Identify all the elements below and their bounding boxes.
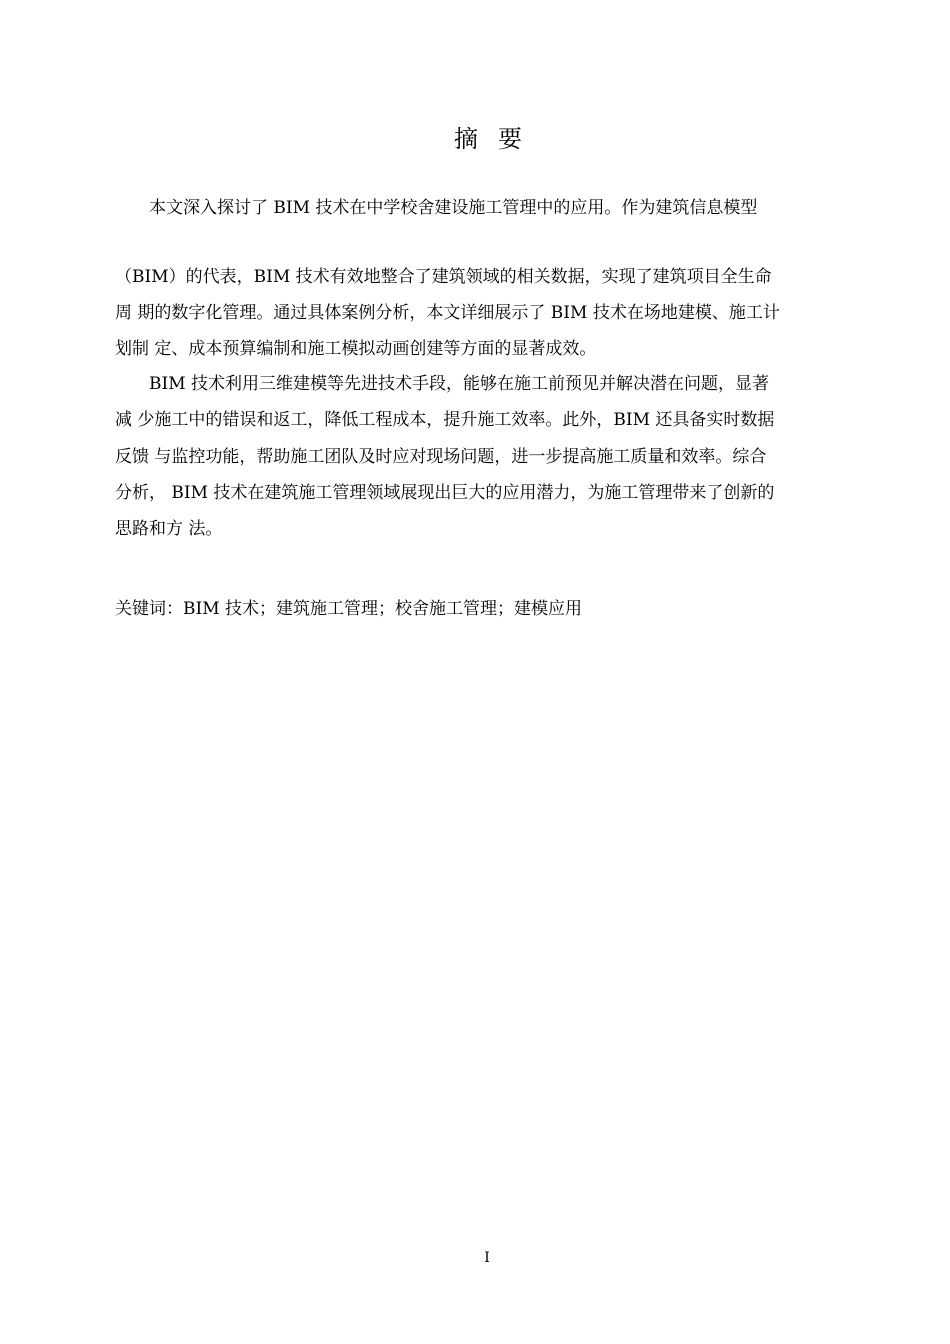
paragraph-line: 思路和方 法。: [115, 519, 223, 539]
title-char-1: 摘: [454, 125, 478, 153]
paragraph-line: 本文深入探讨了 BIM 技术在中学校舍建设施工管理中的应用。作为建筑信息模型: [115, 198, 758, 218]
paragraph-line: 分析， BIM 技术在建筑施工管理领域展现出巨大的应用潜力，为施工管理带来了创新的: [115, 483, 775, 503]
paragraph-line: （BIM）的代表，BIM 技术有效地整合了建筑领域的相关数据，实现了建筑项目全生命: [115, 267, 772, 287]
keywords-line: [115, 597, 582, 621]
title-char-2: 要: [498, 125, 522, 153]
abstract-title: [0, 122, 950, 156]
page-number: I: [484, 1250, 490, 1266]
keywords-label: 关键词：: [115, 599, 183, 619]
paragraph-line: 反馈 与监控功能，帮助施工团队及时应对现场问题，进一步提高施工质量和效率。综合: [115, 447, 767, 467]
paragraph-line: BIM 技术利用三维建模等先进技术手段，能够在施工前预见并解决潜在问题，显著: [115, 374, 770, 394]
paragraph-line: 周 期的数字化管理。通过具体案例分析，本文详细展示了 BIM 技术在场地建模、施工计: [115, 303, 780, 323]
paragraph-line: 减 少施工中的错误和返工，降低工程成本，提升施工效率。此外，BIM 还具备实时数据: [115, 410, 775, 430]
keywords-text: BIM 技术；建筑施工管理；校舍施工管理；建模应用: [183, 599, 583, 619]
paragraph-line: 划制 定、成本预算编制和施工模拟动画创建等方面的显著成效。: [115, 339, 597, 359]
